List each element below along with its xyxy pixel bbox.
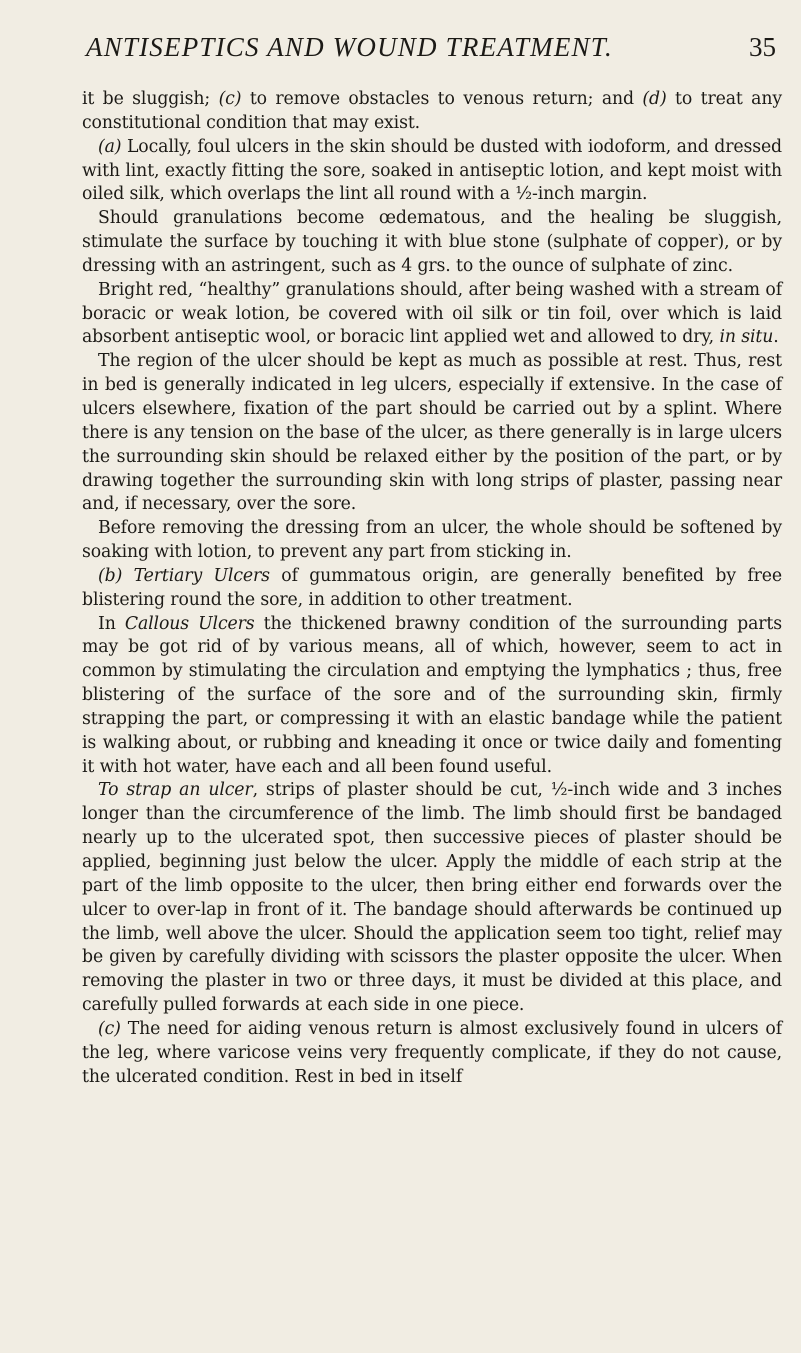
paragraph-strapping: To strap an ulcer, strips of plaster should be cut, ½-inch wide and 3 inches longer than the circumference of the limb. The limb should first be bandaged nearly up to the ulcerated spot, then successive pieces of plaster should be applied, beginning just below the ulcer. Apply the middle of each strip at the part of the limb opposite to the ulcer, then bring either end forwards over the ulcer to over-lap in front of it. The bandage should afterwards be continued up the limb, well above the ulcer. Should the application seem too tight, relief may be given by carefully dividing with scissors the plaster opposite the ulcer. When removing the plaster in two or three days, it must be divided at this place, and carefully pulled forwards at each side in one piece.: [82, 780, 782, 1016]
paragraph-tertiary-ulcers: (b) Tertiary Ulcers of gummatous origin, are generally benefited by free blistering round the sore, in addition to other treatment.: [82, 565, 782, 610]
body-text: [82, 88, 782, 1089]
paragraph-removing-dressing: Before removing the dressing from an ulcer, the whole should be softened by soaking with lotion, to prevent any part from sticking in.: [82, 518, 782, 563]
paragraph-venous-return: (c) The need for aiding venous return is almost exclusively found in ulcers of the leg, where varicose veins very frequently complicate, if they do not cause, the ulcerated condition. Rest in bed in itself: [82, 1018, 782, 1087]
paragraph-healthy-granulations: Bright red, “healthy” granulations should, after being washed with a stream of boracic or weak lotion, be covered with oil silk or tin foil, over which is laid absorbent antiseptic wool, or boracic lint applied wet and allowed to dry, in situ.: [82, 279, 782, 348]
paragraph-oedematous-granulations: Should granulations become œdematous, and the healing be sluggish, stimulate the surface by touching it with blue stone (sulphate of copper), or by dressing with an astringent, such as 4 grs. to the ounce of sulphate of zinc.: [82, 208, 782, 276]
paragraph-callous-ulcers: In Callous Ulcers the thickened brawny condition of the surrounding parts may be got rid of by various means, all of which, however, seem to act in common by stimulating the circulation and emptying the lymphatics ; thus, free blistering of the surface of the sore and of the surrounding skin, firmly strapping the part, or compressing it with an elastic bandage while the patient is walking about, or rubbing and kneading it once or twice daily and fomenting it with hot water, have each and all been found useful.: [82, 613, 783, 777]
running-head: ANTISEPTICS AND WOUND TREATMENT.: [86, 32, 613, 62]
paragraph-continuation: it be sluggish; (c) to remove obstacles to venous return; and (d) to treat any constitutional condition that may exist.: [82, 89, 782, 133]
page-header: [86, 30, 776, 70]
page-number: 35: [749, 32, 776, 62]
paragraph-rest: The region of the ulcer should be kept as much as possible at rest. Thus, rest in bed is generally indicated in leg ulcers, especially if extensive. In the case of ulcers elsewhere, fixation of the part should be carried out by a splint. Where there is any tension on the base of the ulcer, as there generally is in large ulcers the surrounding skin should be relaxed either by the position of the part, or by drawing together the surrounding skin with long strips of plaster, passing near and, if necessary, over the sore.: [82, 351, 782, 515]
paragraph-local-treatment: (a) Locally, foul ulcers in the skin should be dusted with iodoform, and dressed with lint, exactly fitting the sore, soaked in antiseptic lotion, and kept moist with oiled silk, which overlaps the lint all round with a ½-inch margin.: [82, 136, 782, 205]
